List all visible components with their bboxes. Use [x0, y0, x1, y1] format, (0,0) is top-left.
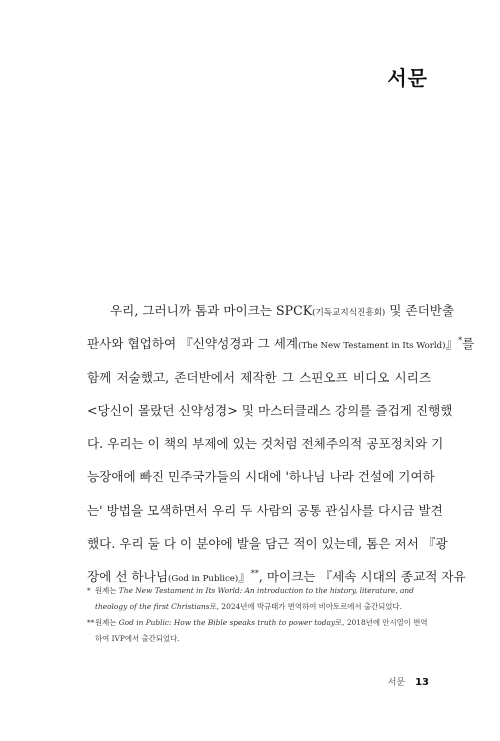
footnote-2-post: 로, 2018년에 안시열이 번역하여 IVP에서 출간되었다. — [95, 618, 428, 643]
running-footer-section: 서문 — [387, 678, 406, 688]
body-line-9-tail: , 마이크는 『세속 시대의 종교적 자유 — [258, 569, 466, 585]
body-line-8: 했다. 우리 둘 다 이 분야에 발을 담근 적이 있는데, 톰은 저서 『광 — [87, 536, 448, 552]
body-line-2-tail: 를 — [462, 336, 475, 352]
body-line-9-text: 장에 선 하나님 — [87, 569, 168, 585]
footnotes — [87, 583, 432, 647]
footnote-2-mark: ** — [87, 618, 95, 627]
footnote-1-pre: 원제는 — [95, 586, 119, 595]
body-line-1 — [87, 294, 455, 327]
body-line-6: 능장애에 빠진 민주국가들의 시대에 '하나님 나라 건설에 기여하 — [87, 469, 435, 485]
body-line-3: 함께 저술했고, 존더반에서 제작한 그 스핀오프 비디오 시리즈 — [87, 369, 431, 385]
body-line-1-small: (기독교지식진흥회) — [312, 308, 386, 318]
chapter-title: 서문 — [387, 66, 428, 90]
body-line-5: 다. 우리는 이 책의 부제에 있는 것처럼 전체주의적 공포정치와 기 — [87, 436, 444, 452]
footnote-1-title: The New Testament in Its World: An introduction to the history, literature, and theology of the first Christians — [95, 586, 414, 611]
footnote-2 — [87, 615, 432, 647]
body-line-7: 는' 방법을 모색하면서 우리 두 사람의 공통 관심사를 다시금 발견 — [87, 502, 443, 518]
footnote-ref-1[interactable]: * — [458, 336, 463, 346]
body-line-4: <당신이 몰랐던 신약성경> 및 마스터클래스 강의를 즐겁게 진행했 — [87, 402, 453, 418]
footnote-1-post: 로, 2024년에 박규태가 번역하여 비아토르에서 출간되었다. — [209, 602, 402, 611]
body-line-2-bracket: 』 — [445, 336, 459, 352]
body-line-9-bracket: 』 — [238, 569, 251, 585]
body-text — [87, 294, 475, 594]
body-line-1-text: 우리, 그러니까 톰과 마이크는 SPCK — [110, 303, 313, 318]
page-number: 13 — [415, 677, 429, 688]
footnote-2-pre: 원제는 — [95, 618, 119, 627]
body-line-9-small: (God in Publice) — [168, 574, 239, 585]
body-line-2-small: (The New Testament in Its World) — [298, 341, 446, 352]
footnote-1-mark: * — [87, 586, 91, 595]
body-line-1-tail: 및 존더반출 — [385, 303, 455, 318]
footnote-ref-2[interactable]: ** — [250, 569, 259, 579]
footnote-2-title: God in Public: How the Bible speaks truth to power today — [118, 618, 336, 627]
footnote-1 — [87, 583, 432, 615]
body-line-2-text: 판사와 협업하여 『신약성경과 그 세계 — [87, 336, 299, 352]
body-line-2 — [87, 327, 475, 360]
page-footer — [388, 675, 429, 688]
